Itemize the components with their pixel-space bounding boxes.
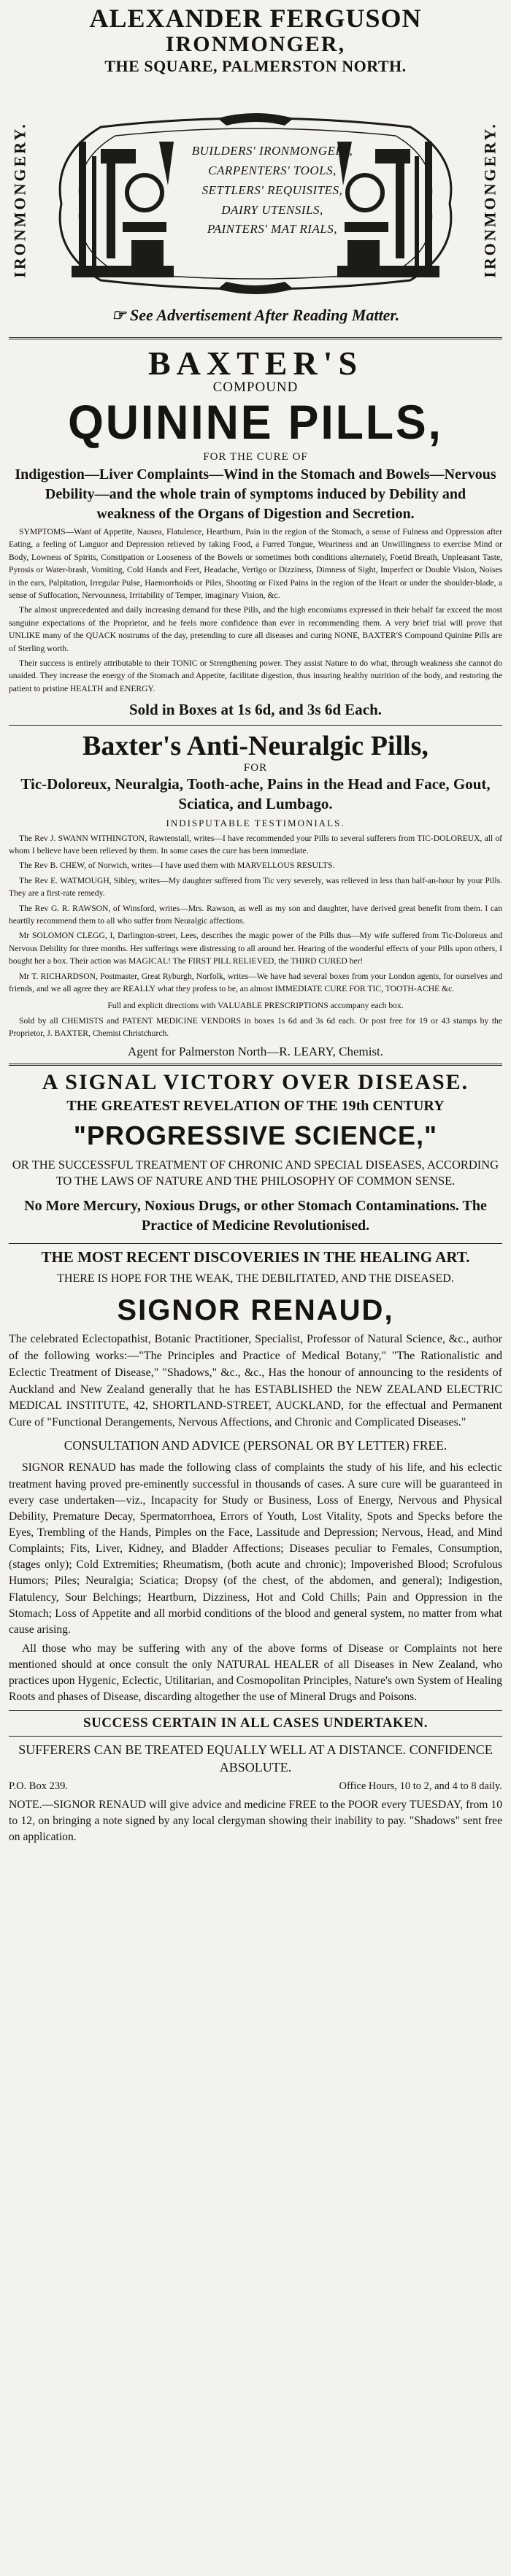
quinine-sold-line: Sold in Boxes at 1s 6d, and 3s 6d Each. (128, 701, 383, 719)
side-label-left: IRONMONGERY. (11, 122, 30, 278)
ornamental-frame (50, 112, 461, 295)
symptoms-paragraph: Their success is entirely attributable to their TONIC or Strengthening power. They assist Nature to do what, through weakness she cannot do unaided. They increase the energy of the Stomach and Appetite, facilitate digestion, thus insuring healthy nutrition of the body, and restoring the patient to pristine HEALTH and ENERGY. (9, 658, 502, 693)
side-label-right: IRONMONGERY. (481, 122, 500, 278)
testimonial: Mr T. RICHARDSON, Postmaster, Great Ryburgh, Norfolk, writes—We have had several boxes from your London agents, for ourselves and friends, and we all agree they are REALLY what they profess to be, an almost IMMEDIATE CURE FOR TIC, TOOTH-ACHE &c. (9, 971, 502, 993)
frame-item-list (174, 142, 371, 239)
pointing-hand-icon: ☞ (111, 306, 130, 324)
agent-line: Agent for Palmerston North—R. LEARY, Chemist. (127, 1044, 384, 1058)
sufferers-line: SUFFERERS CAN BE TREATED EQUALLY WELL AT A DISTANCE. CONFIDENCE ABSOLUTE. (18, 1742, 493, 1775)
baxter-title: BAXTER'S (147, 345, 364, 382)
quinine-subtitle: Indigestion—Liver Complaints—Wind in the Stomach and Bowels—Nervous Debility—and the whole train of symptoms induced by Debility and weakness of the Organs of Digestion and Secretion. (15, 466, 496, 522)
directions-line: Full and explicit directions with VALUABLE PRESCRIPTIONS accompany each box. (107, 1001, 404, 1011)
testimonial: The Rev B. CHEW, of Norwich, writes—I have used them with MARVELLOUS RESULTS. (19, 861, 335, 871)
for-cure-label: FOR THE CURE OF (203, 451, 308, 463)
testimonial: The Rev J. SWANN WITHINGTON, Rawtenstall, writes—I have recommended your Pills to several sufferers from TIC-DOLOREUX, all of whom I believe have been relieved by them. In some cases the cure has been immediate. (9, 833, 502, 856)
baxter-quinine-advert (9, 344, 502, 719)
divider (9, 725, 502, 726)
signor-renaud-heading: SIGNOR RENAUD, (117, 1294, 394, 1327)
symptoms-paragraph: The almost unprecedented and daily increasing demand for these Pills, and the high encomiums expressed in their behalf far exceed the most sanguine expectations of the Proprietor, and he feels more confidence than ever in recommending them. A very brief trial will prove that UNLIKE many of the QUACK nostrums of the day, pretending to cure all diseases and curing NONE, BAXTER'S Compound Quinine Pills are of Sterling worth. (9, 605, 502, 653)
ferguson-address: THE SQUARE, PALMERSTON NORTH. (104, 57, 407, 75)
most-recent-discoveries: THE MOST RECENT DISCOVERIES IN THE HEALING ART. (41, 1248, 470, 1266)
renaud-advert (9, 1070, 502, 1846)
testimonial: Mr SOLOMON CLEGG, I, Darlington-street, Lees, describes the magic power of the Pills thus—My wife suffered from Tic-Doloreux and Nervous Debility for three months. Her sufferings were distressing to all around her. Hearing of the wonderful effects of your Pills upon others, I bought her a box. Their action was MAGICAL! The FIRST PILL RELIEVED, the THIRD CURED her! (9, 931, 502, 966)
symptoms-text (9, 526, 502, 695)
consultation-line: CONSULTATION AND ADVICE (PERSONAL OR BY LETTER) FREE. (64, 1437, 447, 1453)
po-box: P.O. Box 239. (9, 1780, 68, 1793)
testimonials-heading: INDISPUTABLE TESTIMONIALS. (166, 817, 345, 828)
neuralgic-subtitle: Tic-Doloreux, Neuralgia, Tooth-ache, Pains in the Head and Face, Gout, Sciatica, and Lumbago. (20, 775, 491, 813)
divider (9, 1064, 502, 1066)
frame-item: CARPENTERS' TOOLS, (208, 163, 337, 177)
frame-item: BUILDERS' IRONMONGERY, (191, 144, 353, 158)
progressive-science-heading: "PROGRESSIVE SCIENCE," (73, 1120, 438, 1150)
frame-item: PAINTERS' MAT RIALS, (207, 222, 338, 237)
greatest-revelation: THE GREATEST REVELATION OF THE 19th CENTURY (66, 1097, 445, 1114)
renaud-body (9, 1460, 502, 1705)
success-line: SUCCESS CERTAIN IN ALL CASES UNDERTAKEN. (83, 1715, 428, 1731)
renaud-paragraph: SIGNOR RENAUD has made the following class of complaints the study of his life, and his eclectic treatment having proved pre-eminently successful in thousands of cases. A sure cure will be guaranteed in every case undertaken—viz., Incapacity for Study or Business, Loss of Energy, Nervous and Physical Debility, Premature Decay, Spermatorrhoea, Errors of Youth, Lost Vitality, Spots and Specks before the Eyes, Trembling of the Hands, Pimples on the Face, Lassitude and Depression; Nervous, Head, and Mind Complaints; Fits, Liver, Kidney, and Bladder Affections; Diseases peculiar to Females, Consumption, (stages only); Cold Extremities; Rheumatism, (both acute and chronic); Impoverished Blood; Scrofulous Humors; Piles; Neuralgia; Sciatica; Dropsy (of the chest, of the abdomen, and general); Indigestion, Flatulency, Sour Belchings; Heartburn, Dizziness, Hot and Cold Chills; Pain and Oppression in the Stomach; Loss of Appetite and all morbid conditions of the blood and general system, no matter from what cause arising. (9, 1461, 502, 1636)
divider (9, 337, 502, 339)
neuralgic-heading: Baxter's Anti-Neuralgic Pills, (82, 731, 429, 762)
sold-note: Sold by all CHEMISTS and PATENT MEDICINE VENDORS in boxes 1s 6d and 3s 6d each. Or post free for 19 or 43 stamps by the Proprietor, J. BAXTER, Chemist Christchurch. (9, 1015, 502, 1039)
hope-line: THERE IS HOPE FOR THE WEAK, THE DEBILITATED, AND THE DISEASED. (57, 1272, 454, 1285)
see-advertisement-line: ☞ See Advertisement After Reading Matter. (111, 306, 400, 324)
divider (9, 1736, 502, 1737)
office-hours: Office Hours, 10 to 2, and 4 to 8 daily. (339, 1780, 502, 1793)
poor-note: NOTE.—SIGNOR RENAUD will give advice and medicine FREE to the POOR every TUESDAY, from 10 to 12, on bringing a note signed by any local clergyman showing their inability to pay. "Shadows" sent free on application. (9, 1799, 502, 1844)
baxter-compound: COMPOUND (212, 380, 299, 395)
signal-victory-heading: A SIGNAL VICTORY OVER DISEASE. (42, 1069, 469, 1094)
quinine-pills-heading: QUININE PILLS, (68, 395, 443, 449)
testimonial: The Rev E. WATMOUGH, Sibley, writes—My daughter suffered from Tic very severely, was relieved in less than half-an-hour by your Pills. They are a first-rate remedy. (9, 875, 502, 899)
renaud-paragraph: All those who may be suffering with any of the above forms of Disease or Complaints not here mentioned should at once consult the only NATURAL HEALER of all Diseases in New Zealand, who practices upon Hygenic, Eclectic, Utilitarian, and Cosmopolitan Principles, Nature's own System of Healing Roots and phases of Disease, discarding altogether the use of Mineral Drugs and Poisons. (9, 1642, 502, 1704)
renaud-intro: The celebrated Eclectopathist, Botanic Practitioner, Specialist, Professor of Natural Science, &c., author of the following works:—"The Principles and Practice of Medical Botany," "The Rationalistic and Eclectic Treatment of Disease," "Shadows," &c., &c., Has the honour of announcing to the residents of Auckland and New Zealand generally that he has ESTABLISHED the NEW ZEALAND ELECTRIC MEDICAL INSTITUTE, 42, SHORTLAND-STREET, AUCKLAND, for the effectual and Permanent Cure of "Functional Derangements, Nervous Affections, and Chronic and Complicated Diseases." (9, 1333, 502, 1429)
treatment-subtitle: OR THE SUCCESSFUL TREATMENT OF CHRONIC AND SPECIAL DISEASES, ACCORDING TO THE LAWS OF NATURE AND THE PHILOSOPHY OF COMMON SENSE. (12, 1157, 499, 1188)
symptoms-paragraph: SYMPTOMS—Want of Appetite, Nausea, Flatulence, Heartburn, Pain in the region of the Stomach, a sense of Fulness and Oppression after Eating, a feeling of Languor and Depression relieved by taking Food, a Furred Tongue, Weariness and an Unwillingness to exercise Mind or Body, Lowness of Spirits, Constipation or Looseness of the Bowels or sometimes both conditions alternately, Foetid Breath, Unpleasant Taste, Pyrosis or Water-brash, Vomiting, Cold Hands and Feet, Headache, Vertigo or Dizziness, Dimness of Sight, Imperfect or Double Vision, Noises in the ears, Palpitation, Irregular Pulse, Haemorrhoids or Piles, Shooting or Fixed Pains in the region of the Heart or under the shoulder-blade, a sense of Suffocation, Nervousness, Irritability of Temper, imaginary Vision, &c. (9, 527, 502, 600)
ferguson-trade: IRONMONGER, (165, 32, 346, 56)
baxter-neuralgic-advert (9, 730, 502, 1058)
divider (9, 1243, 502, 1244)
no-more-mercury: No More Mercury, Noxious Drugs, or other Stomach Contaminations. The Practice of Medicine Revolutionised. (24, 1198, 487, 1234)
ferguson-name: ALEXANDER FERGUSON (89, 4, 422, 33)
testimonial: The Rev G. R. RAWSON, of Winsford, writes—Mrs. Rawson, as well as my son and daughter, have derived great benefit from them. I can heartily recommend them to all who suffer from Neuralgic affections. (9, 903, 502, 926)
frame-item: DAIRY UTENSILS, (221, 202, 323, 217)
frame-item: SETTLERS' REQUISITES, (201, 182, 343, 197)
contact-line (9, 1780, 502, 1793)
neuralgic-for: FOR (243, 762, 268, 774)
divider (9, 1710, 502, 1711)
testimonials-list (9, 832, 502, 1040)
ferguson-advert (9, 3, 502, 333)
